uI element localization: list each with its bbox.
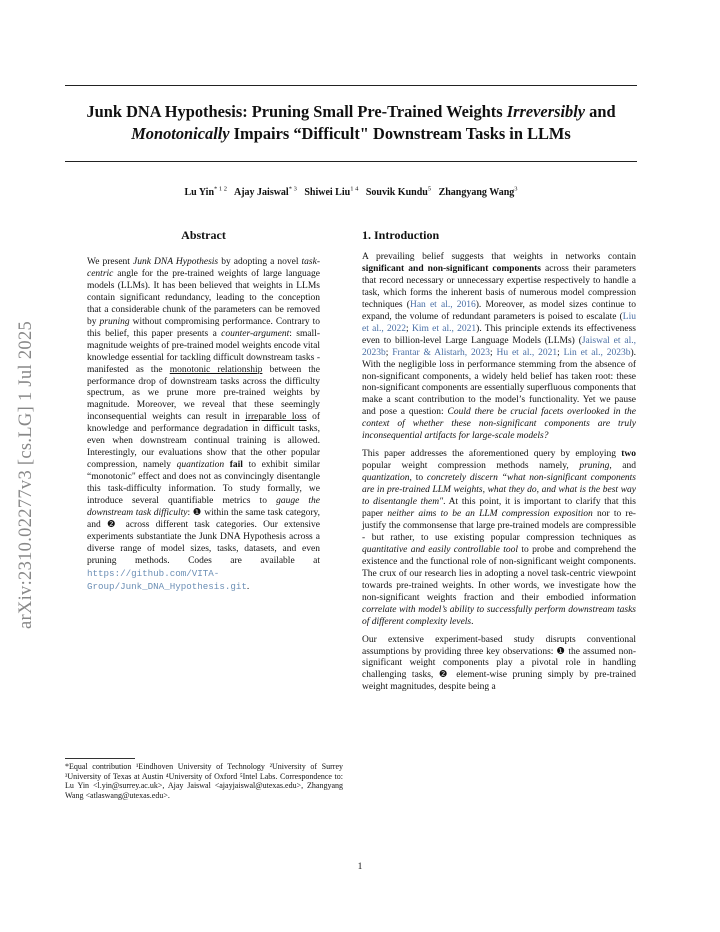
intro-paragraph-3: Our extensive experiment-based study disrupts conventional assumptions by providing three key observations: ❶ the assumed non-significant weight components play a pivotal role in handling challenging tasks, ❷ element-wise pruning simply by pre-trained weight magnitudes, despite being a [362, 634, 636, 693]
citation-link[interactable]: Lin et al., 2023b [563, 347, 631, 358]
abstract-text: We present Junk DNA Hypothesis by adopting a novel task-centric angle for the pre-trained weights of large language models (LLMs). It has been believed that weights in LLMs contain significant redundancy, leading to the conception that a considerable chunk of the parameters can be removed by pruning without compromising performance. Contrary to this belief, this paper presents a counter-argument: small-magnitude weights of pre-trained model weights encode vital knowledge essential for tackling difficult downstream tasks - manifested as the monotonic relationship between the performance drop of downstream tasks across the difficulty spectrum, as we prune more pre-trained weights by magnitude. Moreover, we reveal that these seemingly inconsequential weights can result in irreparable loss of knowledge and performance degradation in difficult tasks, even when downstream continual training is allowed. Interestingly, our evaluations show that the other popular compression, namely quantization fail to exhibit similar “monotonic" effect and does not as convincingly disentangle this task-difficulty information. To study formally, we introduce several quantifiable metrics to gauge the downstream task difficulty: ❶ within the same task category, and ❷ across different task categories. Our extensive experiments substantiate the Junk DNA Hypothesis across a diverse range of model sizes, tasks, datasets, and even pruning methods. Codes are available at https://github.com/VITA-Group/Junk_DNA_Hypothesis.git. [87, 257, 321, 592]
intro-paragraph-2: This paper addresses the aforementioned query by employing two popular weight compression methods namely, pruning, and quantization, to concretely discern “what non-significant components are in pre-trained LLM weights, what they do, and what is the best way to disentangle them". At this point, it is important to clarify that this paper neither aims to be an LLM compression exposition nor to re-justify the commonsense that large pre-trained models are compressible - but rather, to use existing popular compression techniques as quantitative and easily controllable tool to probe and comprehend the existence and the functional role of non-significant weight components. The crux of our research lies in adopting a novel task-centric viewpoint towards pre-trained weights. In other words, we investigate how the non-significant weights fraction and their embodied information correlate with model’s ability to successfully perform downstream tasks of different complexity levels. [362, 449, 637, 627]
author: Lu Yin$^{* 1 2}$ [184, 186, 228, 199]
citation-link[interactable]: Frantar & Alistarh, 2023 [392, 347, 491, 358]
author: Ajay Jaiswal$^{* 3}$ [233, 186, 297, 199]
page-number: 1 [357, 862, 363, 872]
citation-link[interactable]: Hu et al., 2021 [496, 347, 558, 358]
paper-title: Junk DNA Hypothesis: Pruning Small Pre-Trained Weights Irreversibly and Monotonically Impairs “Difficult" Downstream Tasks in LLMs [86, 102, 616, 143]
abstract-heading: Abstract [181, 228, 226, 242]
abstract-section [87, 228, 320, 594]
citation-link[interactable]: Liu et al., 2022 [362, 311, 636, 334]
author: Shiwei Liu$^{1 4}$ [304, 186, 359, 199]
introduction-heading: 1. Introduction [362, 228, 440, 242]
footnote-rule [65, 758, 135, 759]
author: Zhangyang Wang$^3$ [438, 186, 518, 199]
intro-paragraph-1: A prevailing belief suggests that weights in networks contain significant and non-significant components across their parameters that record necessary or unnecessary expertise respectively to handle a task, which forms the inherent basis of numerous model compression techniques (Han et al., 2016). Moreover, as model sizes continue to expand, the volume of redundant parameters is poised to escalate (Liu et al., 2022; Kim et al., 2021). This principle extends its effectiveness even to billion-level Large Language Models (LLMs) (Jaiswal et al., 2023b; Frantar & Alistarh, 2023; Hu et al., 2021; Lin et al., 2023b). With the negligible loss in performance stemming from the absence of non-significant components, a widely held belief has taken root: these non-significant components are essentially superfluous components that make a scant contribution to the model’s functionality. Yet we pause and pose a question: Could there be crucial facets overlooked in the context of whether these non-significant components are truly inconsequential artifacts for large-scale models? [362, 252, 637, 442]
author-list [65, 186, 637, 198]
introduction-section [362, 228, 636, 694]
code-repo-link[interactable]: https://github.com/VITA-Group/Junk_DNA_Hypothesis.git [87, 567, 247, 592]
citation-link[interactable]: Jaiswal et al., 2023b [362, 335, 636, 358]
title-top-rule [65, 85, 637, 86]
citation-link[interactable]: Kim et al., 2021 [411, 323, 477, 334]
arxiv-sidebar-stamp: arXiv:2310.02277v3 [cs.LG] 1 Jul 2025 [16, 320, 36, 630]
affiliations-footnote: *Equal contribution ¹Eindhoven University of Technology ²University of Surrey ³University of Texas at Austin ⁴University of Oxford ⁵Intel Labs. Correspondence to: Lu Yin <l.yin@surrey.ac.uk>, Ajay Jaiswal <ajayjaiswal@utexas.edu>, Zhangyang Wang <atlaswang@utexas.edu>. [65, 762, 343, 800]
author: Souvik Kundu$^5$ [365, 186, 432, 199]
citation-link[interactable]: Han et al., 2016 [409, 299, 476, 310]
title-bottom-rule [65, 161, 637, 162]
